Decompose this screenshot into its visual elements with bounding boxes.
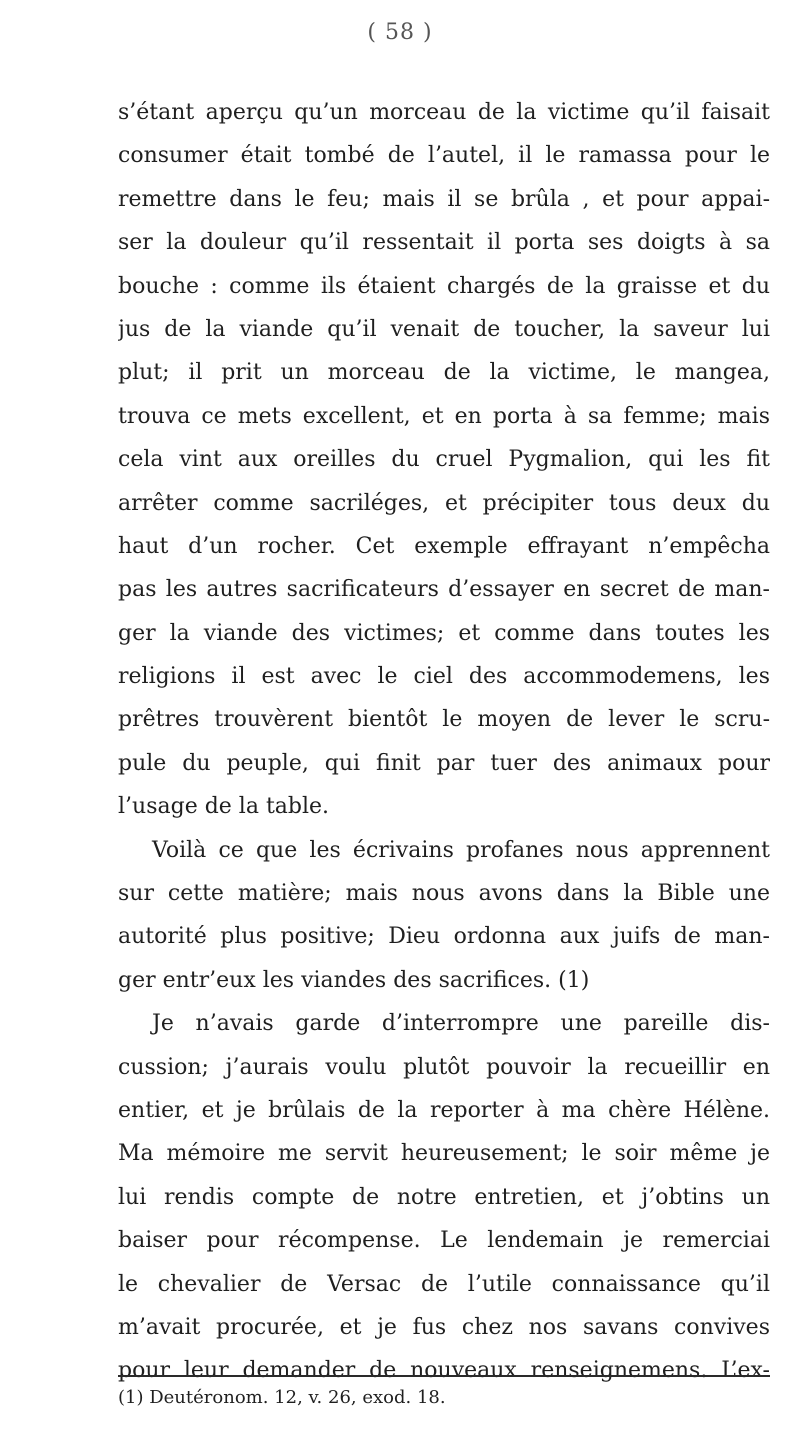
text-line: trouva ce mets excellent, et en porta à sa femme; mais	[118, 403, 770, 429]
text-line: entier, et je brûlais de la reporter à ma chère Hélène.	[118, 1097, 770, 1123]
text-line: m’avait procurée, et je fus chez nos savans convives	[118, 1314, 770, 1340]
text-line: s’étant aperçu qu’un morceau de la victime qu’il faisait	[118, 100, 770, 125]
footnote-divider	[118, 1375, 770, 1377]
text-line: le chevalier de Versac de l’utile connaissance qu’il	[118, 1271, 770, 1297]
text-line: ger la viande des victimes; et comme dans toutes les	[118, 620, 770, 646]
page-number: ( 58 )	[367, 20, 433, 45]
text-line: ger entr’eux les viandes des sacrifices. (1)	[118, 967, 590, 993]
footnote: (1) Deutéronom. 12, v. 26, exod. 18.	[118, 1387, 446, 1408]
text-line: cussion; j’aurais voulu plutôt pouvoir la recueillir en	[118, 1054, 770, 1080]
text-line: arrêter comme sacriléges, et précipiter tous deux du	[118, 490, 770, 516]
text-line: prêtres trouvèrent bientôt le moyen de lever le scru-	[118, 707, 770, 733]
text-line: l’usage de la table.	[118, 794, 330, 820]
text-line: cela vint aux oreilles du cruel Pygmalion, qui les fit	[118, 447, 770, 473]
text-line: pule du peuple, qui finit par tuer des animaux pour	[118, 750, 770, 776]
page-header	[0, 20, 800, 45]
text-line: religions il est avec le ciel des accommodemens, les	[118, 664, 770, 690]
text-line: lui rendis compte de notre entretien, et j’obtins un	[118, 1184, 770, 1210]
text-line: baiser pour récompense. Le lendemain je remerciai	[118, 1228, 770, 1254]
text-line: sur cette matière; mais nous avons dans la Bible une	[118, 881, 770, 907]
text-line: jus de la viande qu’il venait de toucher, la saveur lui	[118, 316, 770, 342]
text-line: pour leur demander de nouveaux renseignemens. L’ex-	[118, 1358, 770, 1384]
text-line: ser la douleur qu’il ressentait il porta ses doigts à sa	[118, 230, 770, 256]
text-line: pas les autres sacrificateurs d’essayer en secret de man-	[118, 577, 770, 603]
text-line: haut d’un rocher. Cet exemple effrayant n’empêcha	[118, 533, 770, 559]
text-line: bouche : comme ils étaient chargés de la graisse et du	[118, 273, 770, 299]
text-line: Ma mémoire me servit heureusement; le soir même je	[118, 1141, 770, 1167]
text-line: remettre dans le feu; mais il se brûla , et pour appai-	[118, 186, 770, 212]
body-text	[118, 93, 770, 1395]
text-line: plut; il prit un morceau de la victime, le mangea,	[118, 360, 770, 386]
text-line: consumer était tombé de l’autel, il le ramassa pour le	[118, 143, 770, 169]
text-line: Voilà ce que les écrivains profanes nous apprennent	[152, 837, 770, 863]
text-line: Je n’avais garde d’interrompre une pareille dis-	[152, 1011, 770, 1037]
text-line: autorité plus positive; Dieu ordonna aux juifs de man-	[118, 924, 770, 950]
